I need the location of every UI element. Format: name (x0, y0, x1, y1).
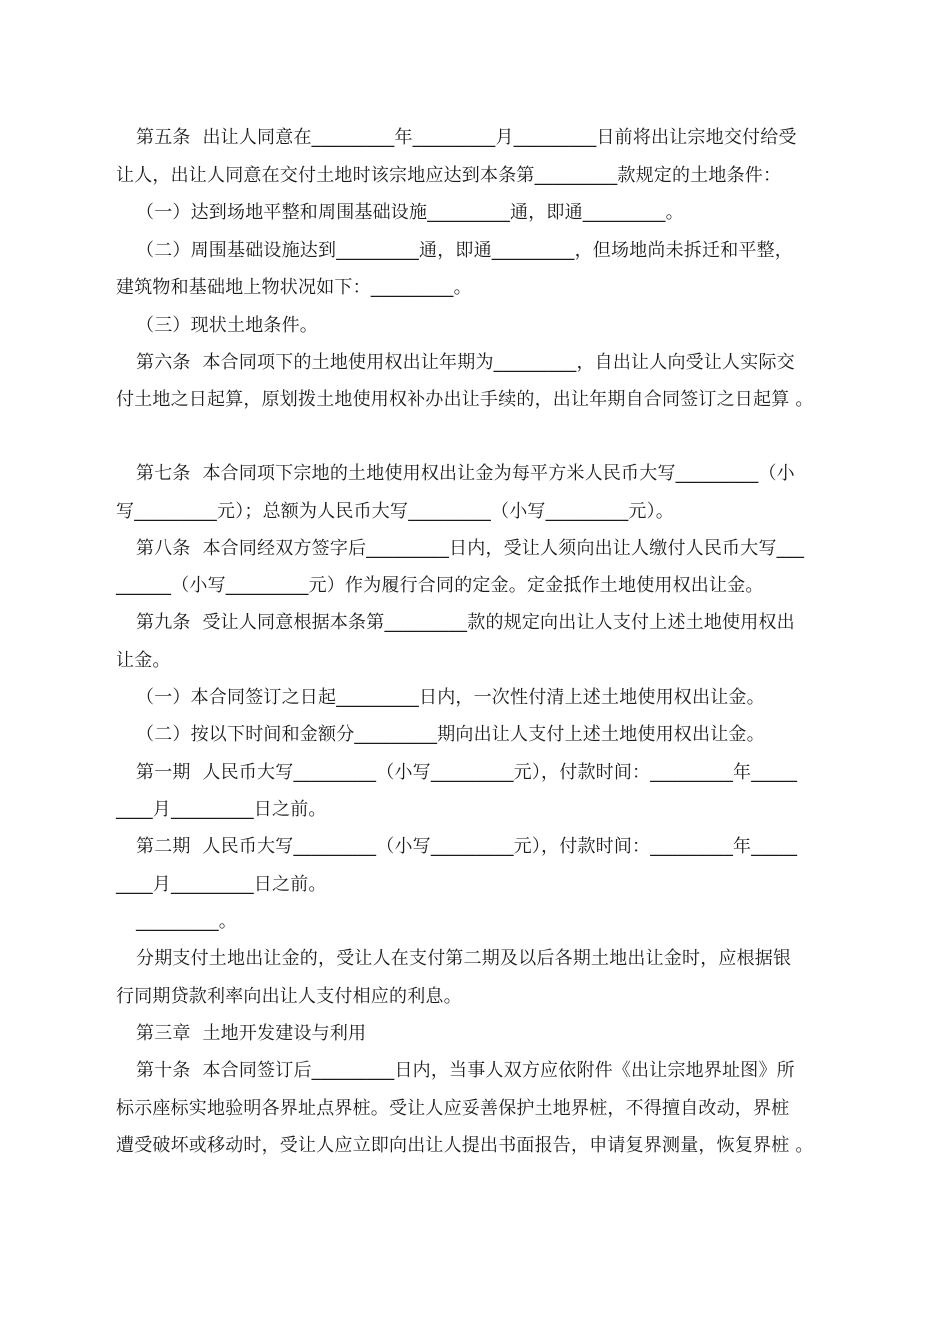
text-line: ______（小写_________元）作为履行合同的定金。定金抵作土地使用权出让金。 (116, 575, 764, 596)
text-line: （三）现状土地条件。 (136, 315, 318, 336)
text-line: 付土地之日起算，原划拨土地使用权补办出让手续的，出让年期自合同签订之日起算 。 (116, 389, 814, 410)
text-line: 标示座标实地验明各界址点界桩。受让人应妥善保护土地界桩，不得擅自改动，界桩 (116, 1098, 790, 1119)
text-line: 第八条 本合同经双方签字后_________日内，受让人须向出让人缴付人民币大写___ (136, 538, 805, 559)
text-line: 第三章 土地开发建设与利用 (136, 1023, 367, 1044)
text-line: 第十条 本合同签订后_________日内，当事人双方应依附件《出让宗地界址图》所 (136, 1060, 795, 1081)
text-line: 行同期贷款利率向出让人支付相应的利息。 (116, 986, 462, 1007)
text-line: 让金。 (116, 650, 171, 671)
text-line: 写_________元）；总额为人民币大写_________（小写_________元）。 (116, 501, 674, 522)
text-line: 第六条 本合同项下的土地使用权出让年期为_________，自出让人向受让人实际交 (136, 352, 795, 373)
text-line: （一）本合同签订之日起_________日内，一次性付清上述土地使用权出让金。 (136, 687, 765, 708)
text-line: 第五条 出让人同意在_________年_________月_________日前将出让宗地交付给受 (136, 127, 797, 148)
text-line: 遭受破坏或移动时，受让人应立即向出让人提出书面报告，申请复界测量，恢复界桩 。 (116, 1135, 814, 1156)
text-line: （二）周围基础设施达到_________通，即通_________，但场地尚未拆迁和平整， (136, 240, 793, 261)
text-line: 让人，出让人同意在交付土地时该宗地应达到本条第_________款规定的土地条件： (116, 165, 782, 186)
text-line: 第七条 本合同项下宗地的土地使用权出让金为每平方米人民币大写_________（小 (136, 463, 795, 484)
text-line: _________。 (136, 911, 237, 932)
text-line: （一）达到场地平整和周围基础设施_________通，即通_________。 (136, 202, 684, 223)
text-line: 第九条 受让人同意根据本条第_________款的规定向出让人支付上述土地使用权出 (136, 612, 795, 633)
text-line: ____月_________日之前。 (116, 874, 327, 895)
text-line: 第一期 人民币大写_________（小写_________元），付款时间：_________年_____ (136, 762, 798, 783)
text-line: 建筑物和基础地上物状况如下：_________。 (116, 277, 472, 298)
text-line: 第二期 人民币大写_________（小写_________元），付款时间：_________年_____ (136, 836, 798, 857)
text-line: 分期支付土地出让金的，受让人在支付第二期及以后各期土地出让金时，应根据银 (136, 948, 792, 969)
text-line: ____月_________日之前。 (116, 799, 327, 820)
text-line: （二）按以下时间和金额分_________期向出让人支付上述土地使用权出让金。 (136, 724, 765, 745)
